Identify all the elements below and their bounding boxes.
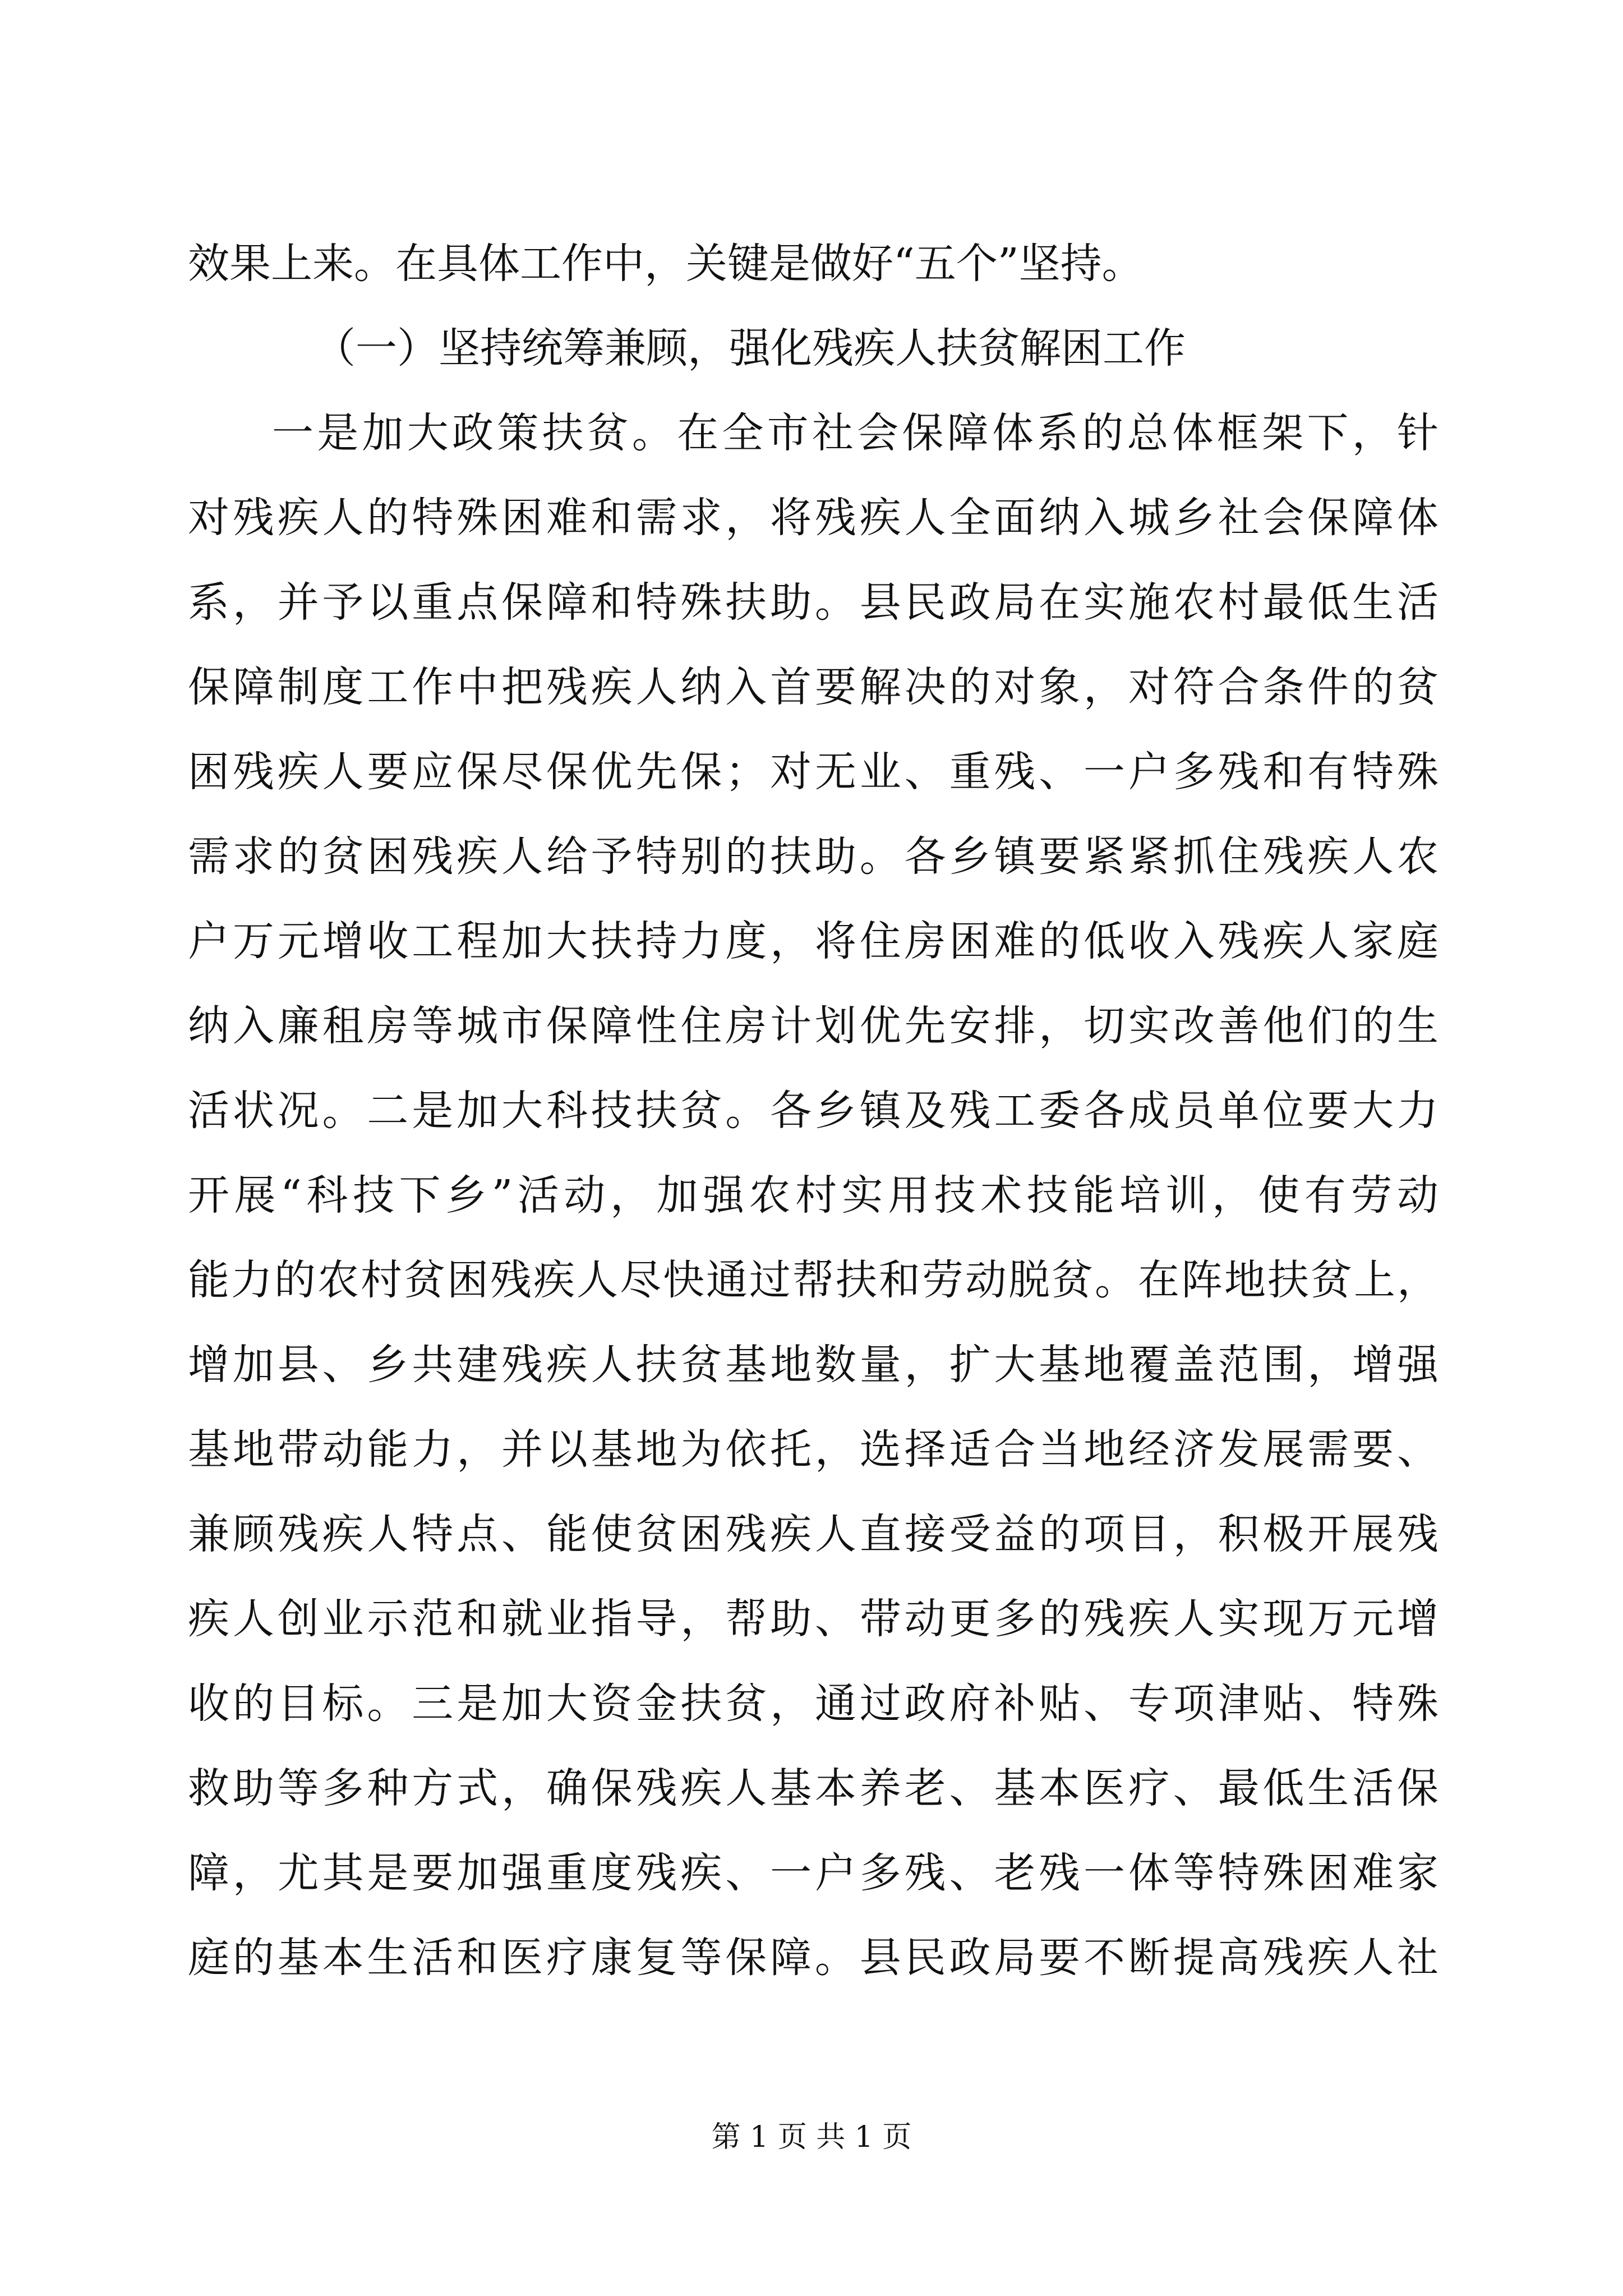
text-line: 纳入廉租房等城市保障性住房计划优先安排，切实改善他们的生 [188, 1002, 1438, 1050]
text-line: 需求的贫困残疾人给予特别的扶助。各乡镇要紧紧抓住残疾人农 [188, 832, 1438, 881]
text-line: 效果上来。在具体工作中，关键是做好“五个”坚持。 [188, 240, 1144, 288]
text-line: 户万元增收工程加大扶持力度，将住房困难的低收入残疾人家庭 [188, 917, 1438, 965]
section-heading: （一）坚持统筹兼顾，强化残疾人扶贫解困工作 [314, 324, 1186, 372]
text-line: 救助等多种方式，确保残疾人基本养老、基本医疗、最低生活保 [188, 1764, 1438, 1812]
text-line: 活状况。二是加大科技扶贫。各乡镇及残工委各成员单位要大力 [188, 1087, 1438, 1135]
text-line: 保障制度工作中把残疾人纳入首要解决的对象，对符合条件的贫 [188, 663, 1438, 711]
body-text [188, 222, 1438, 2000]
text-line: 兼顾残疾人特点、能使贫困残疾人直接受益的项目，积极开展残 [188, 1510, 1438, 1558]
text-line: 困残疾人要应保尽保优先保；对无业、重残、一户多残和有特殊 [188, 748, 1438, 796]
text-line: 系，并予以重点保障和特殊扶助。县民政局在实施农村最低生活 [188, 578, 1438, 627]
text-line: 庭的基本生活和医疗康复等保障。县民政局要不断提高残疾人社 [188, 1934, 1438, 1982]
text-line: 基地带动能力，并以基地为依托，选择适合当地经济发展需要、 [188, 1425, 1438, 1474]
text-line: 开展“科技下乡”活动，加强农村实用技术技能培训，使有劳动 [188, 1171, 1438, 1220]
page-footer: 第 1 页 共 1 页 [711, 2120, 912, 2154]
text-line: 收的目标。三是加大资金扶贫，通过政府补贴、专项津贴、特殊 [188, 1680, 1438, 1728]
text-line: 障，尤其是要加强重度残疾、一户多残、老残一体等特殊困难家 [188, 1849, 1438, 1897]
text-line: 疾人创业示范和就业指导，帮助、带动更多的残疾人实现万元增 [188, 1595, 1438, 1643]
text-line: 对残疾人的特殊困难和需求，将残疾人全面纳入城乡社会保障体 [188, 494, 1438, 542]
text-line: 一是加大政策扶贫。在全市社会保障体系的总体框架下，针 [272, 409, 1438, 457]
text-line: 增加县、乡共建残疾人扶贫基地数量，扩大基地覆盖范围，增强 [188, 1341, 1438, 1389]
text-line: 能力的农村贫困残疾人尽快通过帮扶和劳动脱贫。在阵地扶贫上， [188, 1256, 1438, 1304]
